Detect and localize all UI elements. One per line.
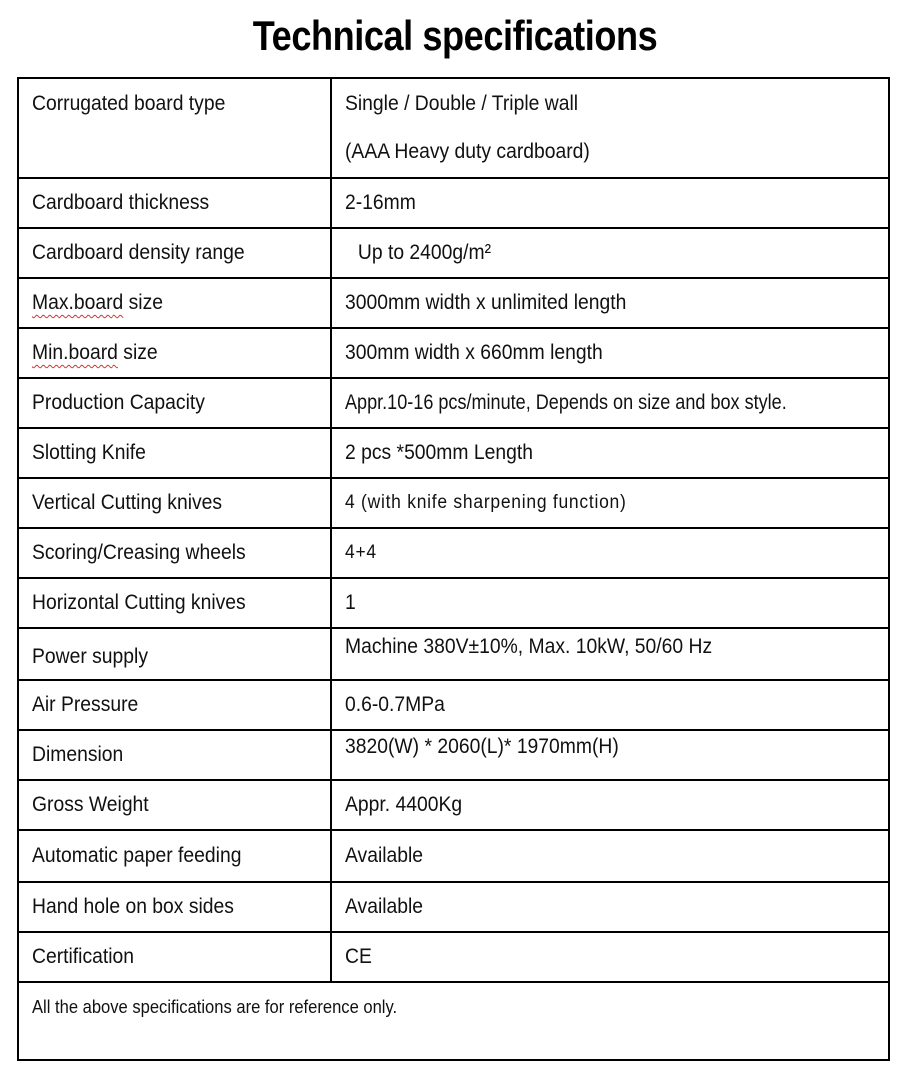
spec-value-cell <box>331 628 889 680</box>
table-row <box>18 228 889 278</box>
spec-label-cell <box>18 932 331 982</box>
spec-label: Dimension <box>32 743 124 766</box>
spec-value: 1 <box>345 591 356 614</box>
spec-value-cell <box>331 178 889 228</box>
spec-label <box>32 291 306 315</box>
spec-label-cell <box>18 178 331 228</box>
table-row <box>18 428 889 478</box>
spec-value-line2: (AAA Heavy duty cardboard) <box>345 140 590 163</box>
spec-label: Automatic paper feeding <box>32 844 242 867</box>
spec-value-cell <box>331 730 889 780</box>
spec-label-cell <box>18 628 331 680</box>
spec-label: Certification <box>32 945 135 968</box>
spec-label: Air Pressure <box>32 693 139 716</box>
page-title: Technical specifications <box>252 12 658 59</box>
spec-label-cell <box>18 528 331 578</box>
spec-value: Appr. 4400Kg <box>345 793 463 816</box>
table-row <box>18 730 889 780</box>
spellcheck-underlined-text: Max.board <box>32 291 124 314</box>
spec-value-cell <box>331 228 889 278</box>
spec-value: 300mm width x 660mm length <box>345 341 603 364</box>
table-row <box>18 578 889 628</box>
spec-value-cell <box>331 780 889 830</box>
spec-value-cell <box>331 378 889 428</box>
spec-label-cell <box>18 680 331 730</box>
spec-label-cell <box>18 428 331 478</box>
spec-label <box>32 341 306 365</box>
spec-value-cell <box>331 882 889 932</box>
spec-value: Single / Double / Triple wall <box>345 92 579 115</box>
spec-value: Machine 380V±10%, Max. 10kW, 50/60 Hz <box>345 635 713 658</box>
spec-value: Available <box>345 844 424 867</box>
spec-value-cell <box>331 278 889 328</box>
table-note-cell <box>18 982 889 1060</box>
spec-label-rest: size <box>123 291 164 314</box>
spec-value: 4+4 <box>345 542 377 563</box>
spec-label: Slotting Knife <box>32 441 146 464</box>
spec-label: Corrugated board type <box>32 92 226 115</box>
spec-label-cell <box>18 228 331 278</box>
spec-label: Horizontal Cutting knives <box>32 591 246 614</box>
table-row <box>18 932 889 982</box>
table-row <box>18 178 889 228</box>
spec-label-cell <box>18 78 331 178</box>
spec-value-cell <box>331 578 889 628</box>
spec-value-cell <box>331 932 889 982</box>
spec-label-cell <box>18 328 331 378</box>
table-note-row <box>18 982 889 1060</box>
spec-label-cell <box>18 478 331 528</box>
spec-value: 2 pcs *500mm Length <box>345 441 533 464</box>
spec-label-cell <box>18 780 331 830</box>
spec-value: 3820(W) * 2060(L)* 1970mm(H) <box>345 735 619 758</box>
spec-label: Vertical Cutting knives <box>32 491 223 514</box>
spec-label: Hand hole on box sides <box>32 895 234 918</box>
spec-value-cell <box>331 328 889 378</box>
table-row <box>18 680 889 730</box>
table-row <box>18 780 889 830</box>
spec-label: Scoring/Creasing wheels <box>32 541 246 564</box>
spec-value: CE <box>345 945 372 968</box>
table-row <box>18 328 889 378</box>
spec-value: 3000mm width x unlimited length <box>345 291 627 314</box>
spec-label: Production Capacity <box>32 391 205 414</box>
spec-label-cell <box>18 882 331 932</box>
spec-label-cell <box>18 378 331 428</box>
spec-label: Cardboard density range <box>32 241 245 264</box>
spellcheck-underlined-text: Min.board <box>32 341 118 364</box>
table-note: All the above specifications are for reference only. <box>32 997 398 1017</box>
spec-value: 0.6-0.7MPa <box>345 693 445 716</box>
table-row <box>18 528 889 578</box>
spec-value-cell <box>331 78 889 178</box>
table-row <box>18 278 889 328</box>
spec-label-cell <box>18 830 331 882</box>
spec-value: Available <box>345 895 424 918</box>
spec-value-cell <box>331 830 889 882</box>
table-row <box>18 830 889 882</box>
table-row <box>18 78 889 178</box>
spec-value-cell <box>331 478 889 528</box>
spec-label-cell <box>18 278 331 328</box>
spec-value: Up to 2400g/m² <box>357 241 492 264</box>
table-row <box>18 378 889 428</box>
table-row <box>18 628 889 680</box>
spec-value: 4 (with knife sharpening function) <box>345 492 627 513</box>
spec-label-cell <box>18 730 331 780</box>
spec-label: Power supply <box>32 645 148 668</box>
spec-label: Cardboard thickness <box>32 191 210 214</box>
table-row <box>18 478 889 528</box>
specifications-table <box>17 77 890 1061</box>
spec-value: Appr.10-16 pcs/minute, Depends on size and box style. <box>345 391 787 414</box>
spec-value-cell <box>331 680 889 730</box>
spec-label-cell <box>18 578 331 628</box>
spec-value-cell <box>331 528 889 578</box>
spec-value-cell <box>331 428 889 478</box>
table-row <box>18 882 889 932</box>
spec-label-rest: size <box>117 341 158 364</box>
spec-label: Gross Weight <box>32 793 149 816</box>
spec-value: 2-16mm <box>345 191 416 214</box>
